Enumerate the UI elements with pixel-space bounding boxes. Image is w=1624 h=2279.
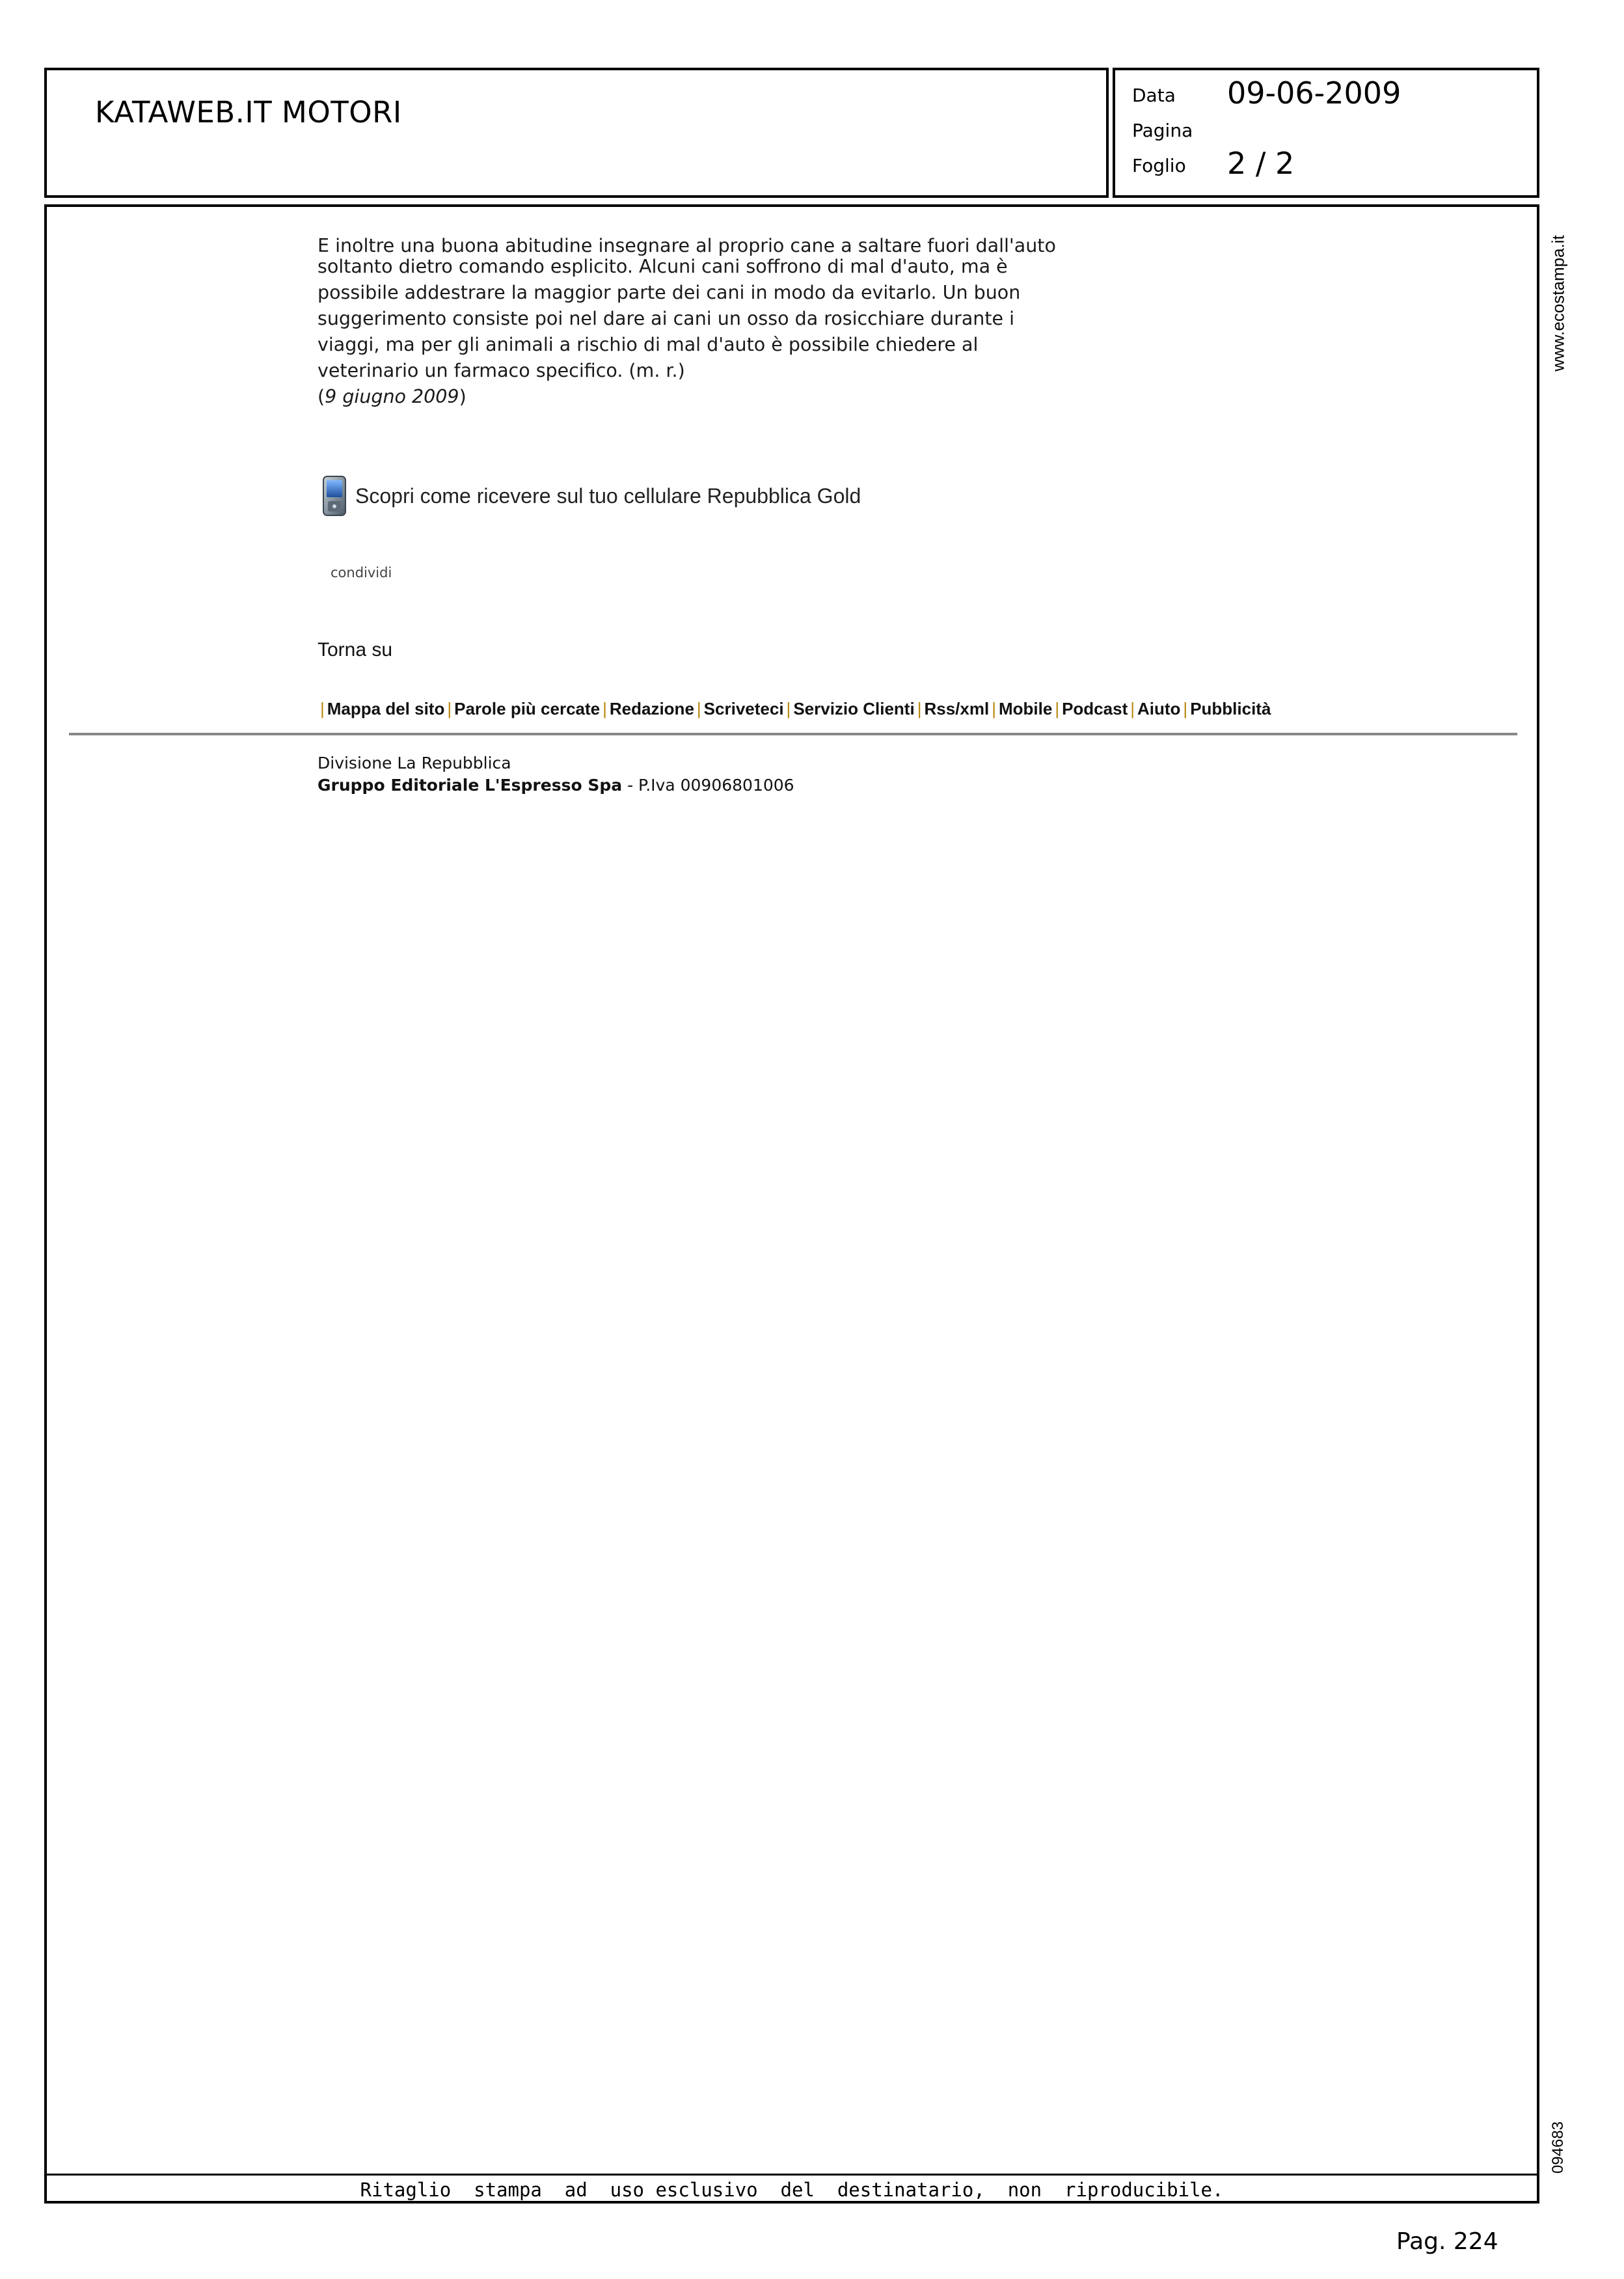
footer-separator: |: [1130, 699, 1135, 718]
promo-text: Scopri come ricevere sul tuo cellulare Repubblica Gold: [355, 484, 861, 508]
publication-title: KATAWEB.IT MOTORI: [95, 95, 402, 130]
back-to-top-link[interactable]: Torna su: [318, 639, 393, 661]
article-line: viaggi, ma per gli animali a rischio di mal d'auto è possibile chiedere al: [318, 334, 979, 355]
article-line: soltanto dietro comando esplicito. Alcuni cani soffrono di mal d'auto, ma è: [318, 256, 1008, 277]
footer-separator: |: [447, 699, 452, 718]
footer-link[interactable]: Parole più cercate: [454, 699, 601, 718]
mobile-promo-link[interactable]: [321, 475, 861, 517]
mobile-phone-icon: [321, 475, 347, 517]
footer-separator: |: [1055, 699, 1060, 718]
clipping-frame: [44, 204, 1539, 2204]
company-info: [318, 752, 794, 797]
page-label: Pagina: [1132, 120, 1193, 141]
article-lines: [318, 254, 1098, 384]
footer-link[interactable]: Podcast: [1062, 699, 1128, 718]
footer-link[interactable]: Redazione: [609, 699, 694, 718]
footer-link[interactable]: Servizio Clienti: [793, 699, 915, 718]
company-division: Divisione La Repubblica: [318, 754, 511, 772]
company-vat: - P.Iva 00906801006: [622, 776, 794, 795]
footer-separator: |: [917, 699, 922, 718]
article-date-text: 9 giugno 2009: [325, 386, 459, 407]
side-website-label: www.ecostampa.it: [1548, 235, 1568, 372]
article-line: suggerimento consiste poi nel dare ai cani un osso da rosicchiare durante i: [318, 308, 1015, 329]
article-line: possibile addestrare la maggior parte dei cani in modo da evitarlo. Un buon: [318, 282, 1021, 303]
footer-separator: |: [786, 699, 791, 718]
article-cut-line: E inoltre una buona abitudine insegnare al proprio cane a saltare fuori dall'auto: [318, 235, 1056, 256]
side-code-label: 094683: [1549, 2121, 1567, 2174]
date-label: Data: [1132, 85, 1176, 106]
page-number: Pag. 224: [1396, 2228, 1498, 2255]
share-link[interactable]: condividi: [331, 565, 392, 580]
clipping-notice: Ritaglio stampa ad uso esclusivo del destinatario, non riproducibile.: [360, 2179, 1224, 2201]
footer-navigation: [318, 699, 1271, 719]
footer-link[interactable]: Mobile: [998, 699, 1053, 718]
footer-link[interactable]: Rss/xml: [924, 699, 990, 718]
article-date: (9 giugno 2009): [318, 386, 467, 407]
footer-link[interactable]: Scriveteci: [703, 699, 784, 718]
sheet-label: Foglio: [1132, 155, 1186, 176]
footer-separator: |: [1183, 699, 1188, 718]
date-value: 09-06-2009: [1227, 75, 1401, 111]
header-publication-box: [44, 68, 1109, 198]
footer-link[interactable]: Mappa del sito: [327, 699, 445, 718]
footer-separator: |: [320, 699, 325, 718]
footer-divider: [69, 733, 1517, 735]
footer-link[interactable]: Pubblicità: [1190, 699, 1271, 718]
footer-separator: |: [602, 699, 607, 718]
header-meta-box: [1113, 68, 1539, 198]
footer-link[interactable]: Aiuto: [1137, 699, 1181, 718]
sheet-value: 2 / 2: [1227, 146, 1295, 181]
article-body: [318, 235, 1098, 410]
company-group: Gruppo Editoriale L'Espresso Spa: [318, 776, 623, 795]
footer-separator: |: [696, 699, 701, 718]
notice-divider: [47, 2174, 1537, 2176]
article-line: veterinario un farmaco specifico. (m. r.): [318, 360, 685, 381]
footer-separator: |: [992, 699, 996, 718]
